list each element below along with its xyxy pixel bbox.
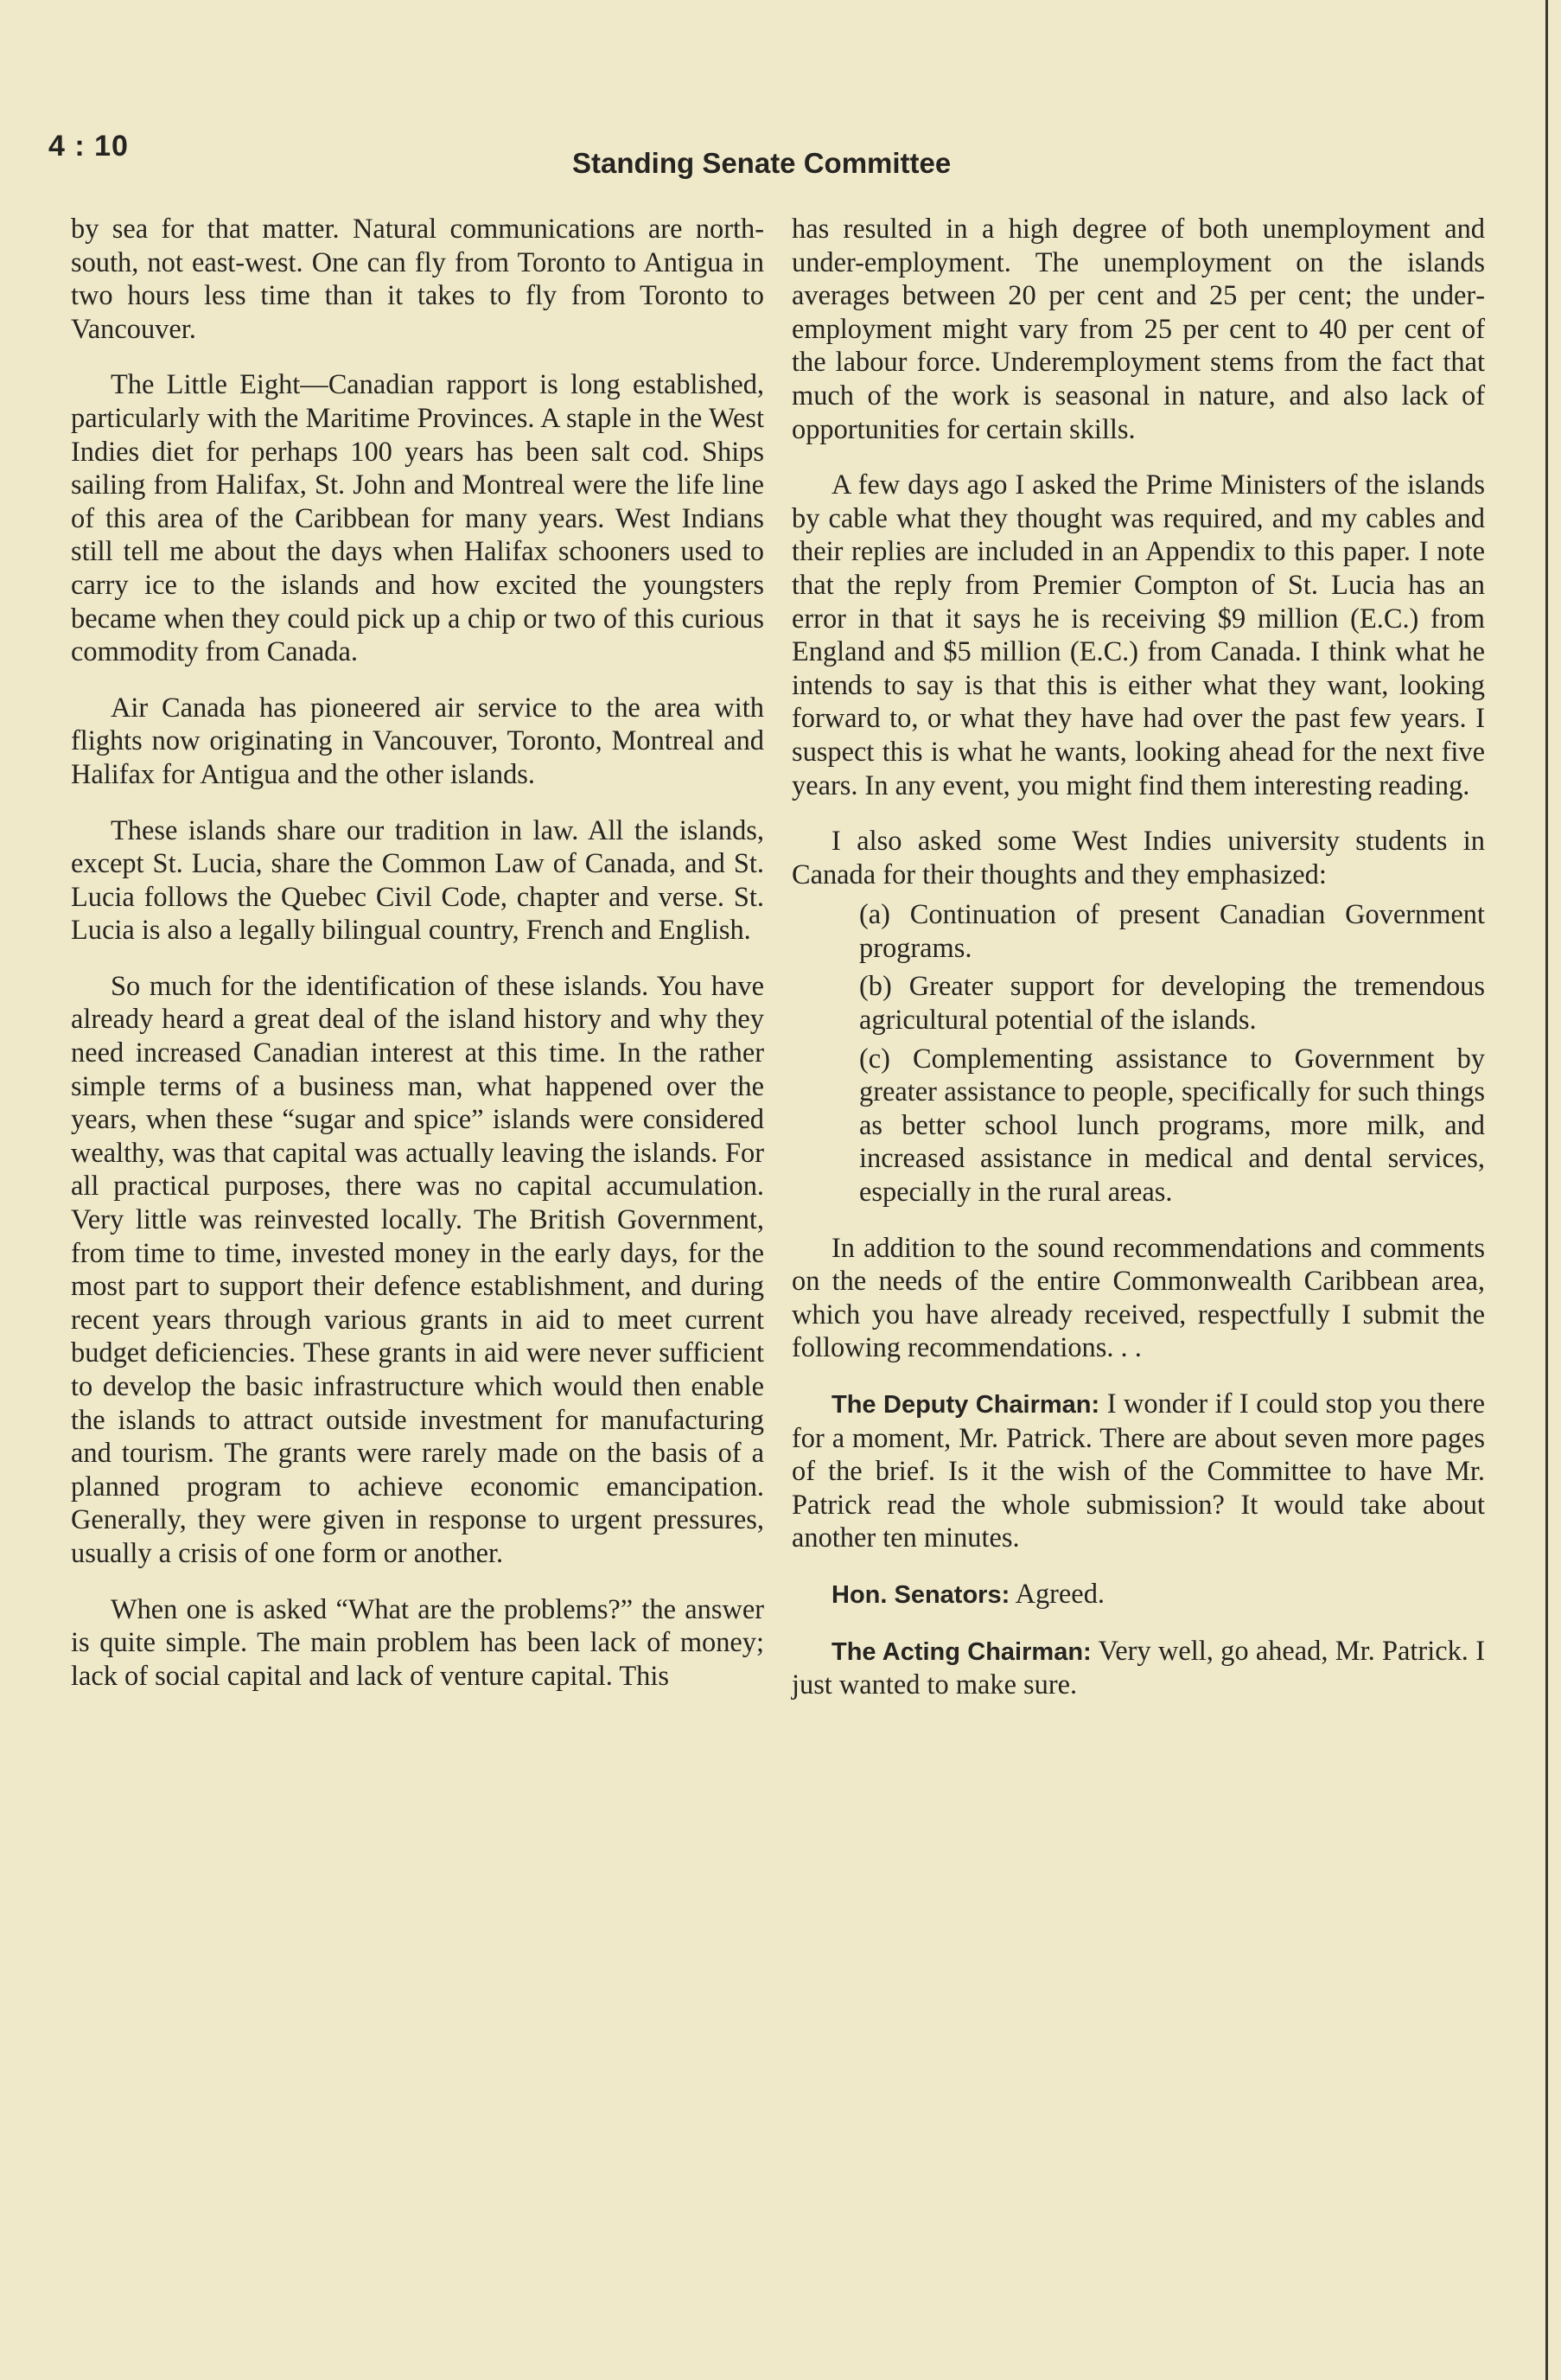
right-column <box>792 213 1485 1725</box>
list-item: (a) Continuation of present Canadian Government programs. <box>859 899 1485 964</box>
paragraph: In addition to the sound recommendations and comments on the needs of the entire Commonwealth Caribbean area, which you have already received, respectfully I submit the following recommendations. . . <box>792 1232 1485 1364</box>
running-head: Standing Senate Committee <box>572 147 952 179</box>
paragraph: Air Canada has pioneered air service to the area with flights now originating in Vancouver, Toronto, Montreal and Halifax for Antigua and the other islands. <box>71 692 764 790</box>
speaker-label: Hon. Senators: <box>831 1580 1010 1609</box>
speaker-label: The Acting Chairman: <box>831 1637 1092 1666</box>
list-item: (b) Greater support for developing the tremendous agricultural potential of the islands. <box>859 971 1485 1037</box>
paragraph: I also asked some West Indies university students in Canada for their thoughts and they emphasized: <box>792 826 1485 890</box>
paragraph: A few days ago I asked the Prime Ministers of the islands by cable what they thought was required, and my cables and their replies are included in an Appendix to this paper. I note that the reply from Premier Compton of St. Lucia has an error in that it says he is receiving $9 million (E.C.) from England and $5 million (E.C.) from Canada. I think what he intends to say is that this is either what they want, looking forward to, or what they have had over the past few years. I suspect this is what he wants, looking ahead for the next five years. In any event, you might find them interesting reading. <box>792 469 1485 801</box>
exchange <box>792 1388 1485 1555</box>
speech-text: Very well, go ahead, Mr. Patrick. I just wanted to make sure. <box>792 1635 1485 1701</box>
exchange <box>792 1635 1485 1702</box>
paragraph: So much for the identification of these islands. You have already heard a great deal of the island history and why they need increased Canadian interest at this time. In the rather simple terms of a business man, what happened over the years, when these “sugar and spice” islands were considered wealthy, was that capital was actually leaving the islands. For all practical purposes, there was no capital accumulation. Very little was reinvested locally. The British Government, from time to time, invested money in the early days, for the most part to support their defence establishment, and during recent years through various grants in aid to meet current budget deficiencies. These grants in aid were never sufficient to develop the basic infrastructure which would then enable the islands to attract outside investment for manufacturing and tourism. The grants were rarely made on the basis of a planned program to achieve economic emancipation. Generally, they were given in response to urgent pressures, usually a crisis of one form or another. <box>71 970 764 1569</box>
speaker-label: The Deputy Chairman: <box>831 1391 1100 1419</box>
page-number: 4 : 10 <box>48 130 129 163</box>
paragraph: has resulted in a high degree of both unemployment and under-employment. The unemployment on the islands averages between 20 per cent and 25 per cent; the underemployment might vary from 25 per cent to 40 per cent of the labour force. Underemployment stems from the fact that much of the work is seasonal in nature, and also lack of opportunities for certain skills. <box>792 214 1485 445</box>
paragraph: The Little Eight—Canadian rapport is long established, particularly with the Maritime Provinces. A staple in the West Indies diet for perhaps 100 years has been salt cod. Ships sailing from Halifax, St. John and Montreal were the life line of this area of the Caribbean for many years. West Indians still tell me about the days when Halifax schooners used to carry ice to the islands and how excited the youngsters became when they could pick up a chip or two of this curious commodity from Canada. <box>71 369 764 668</box>
exchange <box>792 1578 1485 1612</box>
speech-text: I wonder if I could stop you there for a moment, Mr. Patrick. There are about seven more pages of the brief. Is it the wish of the Committee to have Mr. Patrick read the whole submission? It would take about another ten minutes. <box>792 1388 1485 1554</box>
page-edge-rule <box>1545 0 1548 2380</box>
paragraph: These islands share our tradition in law. All the islands, except St. Lucia, share the Common Law of Canada, and St. Lucia follows the Quebec Civil Code, chapter and verse. St. Lucia is also a legally bilingual country, French and English. <box>71 814 764 947</box>
paragraph: When one is asked “What are the problems?” the answer is quite simple. The main problem has been lack of money; lack of social capital and lack of venture capital. This <box>71 1593 764 1692</box>
left-column <box>71 213 764 1715</box>
speech-text: Agreed. <box>1015 1578 1105 1610</box>
paragraph: by sea for that matter. Natural communications are north-south, not east-west. One can fly from Toronto to Antigua in two hours less time than it takes to fly from Toronto to Vancouver. <box>71 214 764 345</box>
list-item: (c) Complementing assistance to Government by greater assistance to people, specifically for such things as better school lunch programs, more milk, and increased assistance in medical and dental services, especially in the rural areas. <box>859 1043 1485 1209</box>
